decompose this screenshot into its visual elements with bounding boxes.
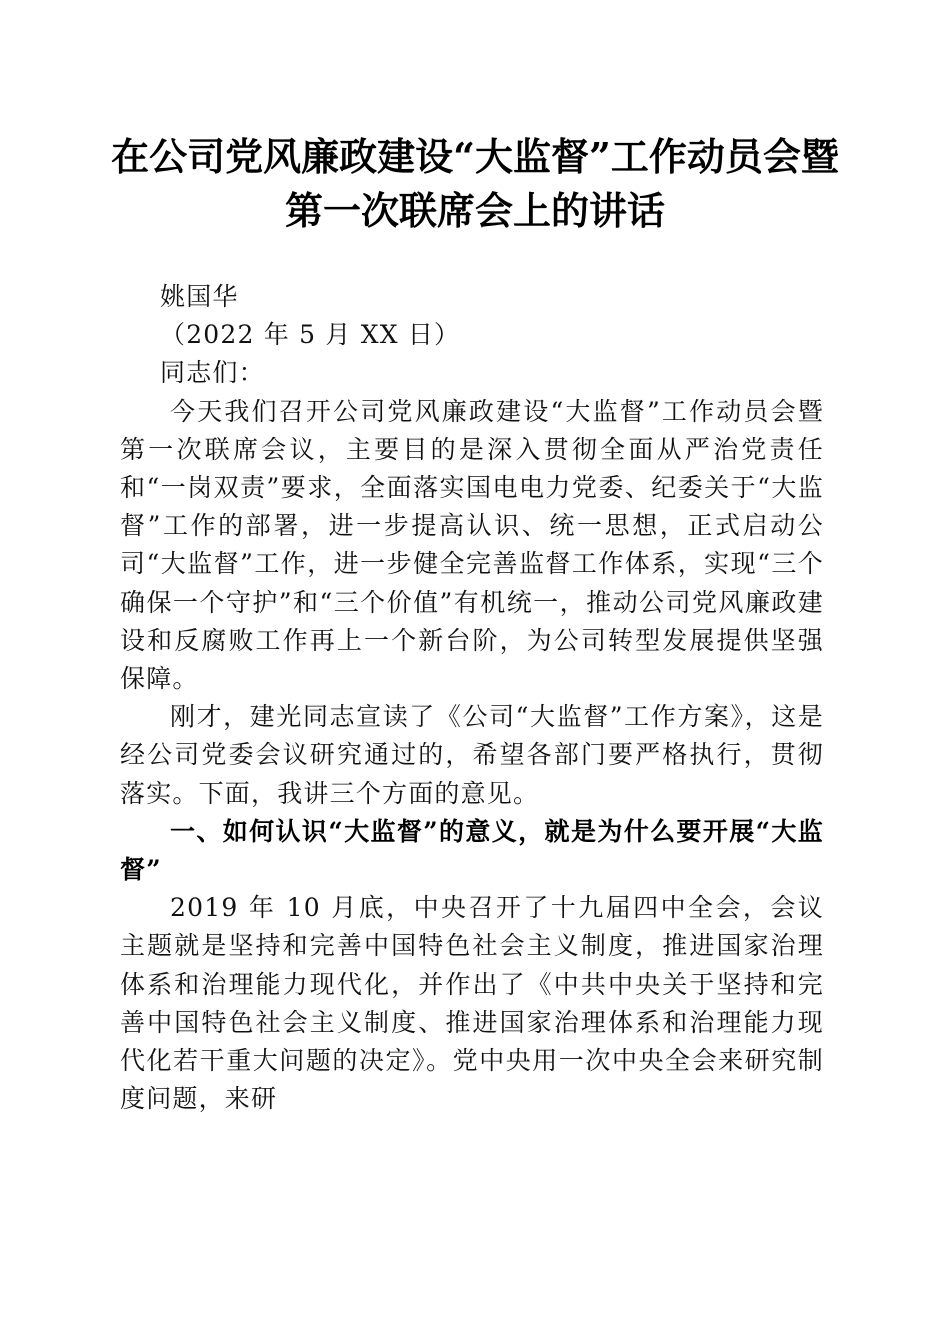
body-paragraph-1: 今天我们召开公司党风廉政建设“大监督”工作动员会暨第一次联席会议，主要目的是深入贯彻全面从严治党责任和“一岗双责”要求，全面落实国电电力党委、纪委关于“大监督”工作的部署，进一步提高认识、统一思想，正式启动公司“大监督”工作，进一步健全完善监督工作体系，实现“三个确保一个守护”和“三个价值”有机统一，推动公司党风廉政建设和反腐败工作再上一个新台阶，为公司转型发展提供坚强保障。 xyxy=(120,396,824,694)
document-title xyxy=(100,130,850,238)
section-1-paragraph: 2019 年 10 月底，中央召开了十九届四中全会，会议主题就是坚持和完善中国特色社会主义制度，推进国家治理体系和治理能力现代化，并作出了《中共中央关于坚持和完善中国特色社会主义制度、推进国家治理体系和治理能力现代化若干重大问题的决定》。党中央用一次中央全会来研究制度问题，来研 xyxy=(120,893,824,1114)
title-line-1: 在公司党风廉政建设“大监督”工作动员会暨 xyxy=(111,134,839,179)
author-name: 姚国华 xyxy=(160,282,239,311)
document-body xyxy=(120,278,824,1118)
section-heading-1: 一、如何认识“大监督”的意义，就是为什么要开展“大监督” xyxy=(120,816,824,885)
title-line-2: 第一次联席会上的讲话 xyxy=(284,188,665,233)
speech-date: （2022 年 5 月 XX 日） xyxy=(160,320,461,350)
body-paragraph-2: 刚才，建光同志宣读了《公司“大监督”工作方案》，这是经公司党委会议研究通过的，希望各部门要严格执行，贯彻落实。下面，我讲三个方面的意见。 xyxy=(120,702,824,808)
salutation: 同志们： xyxy=(160,358,265,388)
